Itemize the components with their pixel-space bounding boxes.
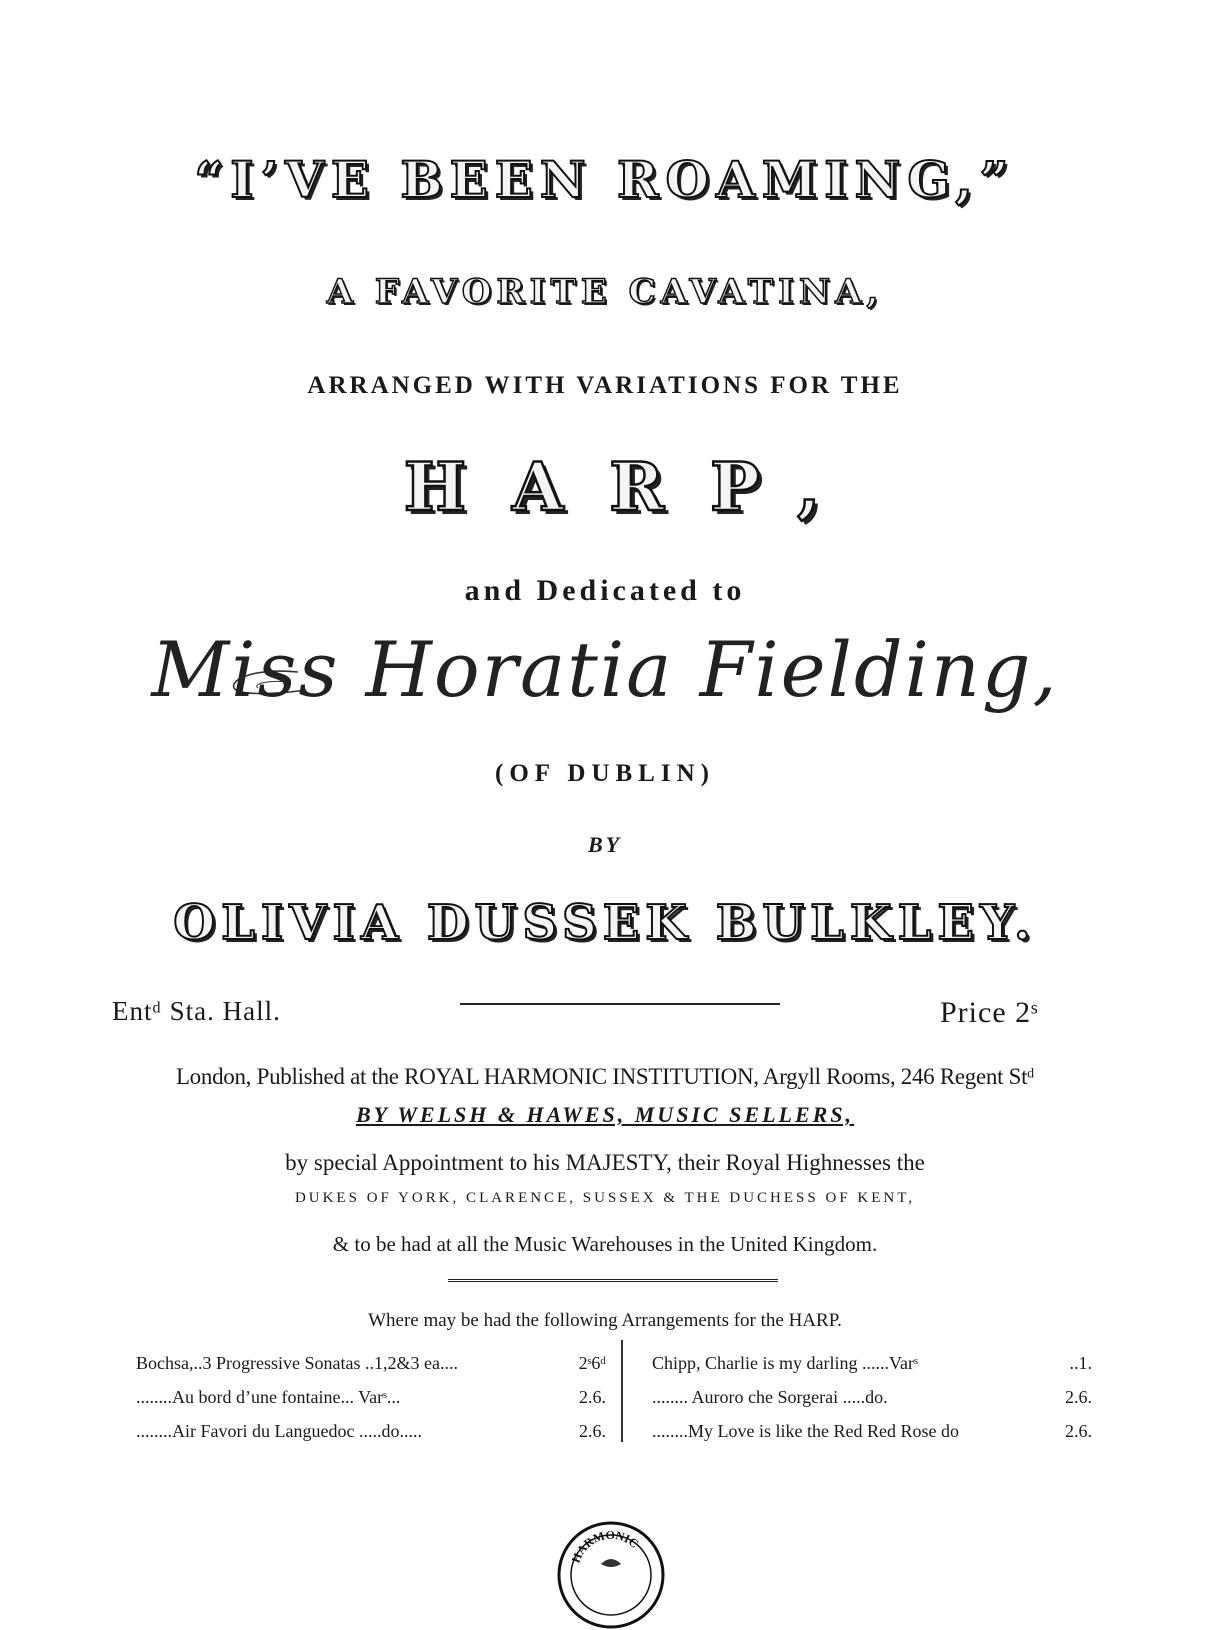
arrangement-title: ........Air Favori du Languedoc .....do..... bbox=[136, 1421, 422, 1441]
harmonic-institution-seal-icon bbox=[556, 1520, 666, 1630]
arrangement-title: ........ Auroro che Sorgerai .....do. bbox=[652, 1387, 888, 1407]
imprint-sellers-line: BY WELSH & HAWES, MUSIC SELLERS, bbox=[355, 1102, 855, 1127]
instrument-heading: HARP, bbox=[403, 448, 867, 526]
arrangement-title: Bochsa,..3 Progressive Sonatas ..1,2&3 ea.... bbox=[136, 1353, 458, 1373]
imprint-publisher-line: London, Published at the ROYAL HARMONIC INSTITUTION, Argyll Rooms, 246 Regent Stᵈ bbox=[175, 1064, 1035, 1089]
arrangement-price: 2.6. bbox=[579, 1421, 606, 1441]
arrangement-price: 2.6. bbox=[1065, 1421, 1092, 1441]
arrangement-price: 2.6. bbox=[1065, 1387, 1092, 1407]
arrangements-heading: Where may be had the following Arrangements for the HARP. bbox=[368, 1310, 842, 1331]
arrangements-column-divider bbox=[621, 1340, 623, 1442]
arrangement-title: ........Au bord d’une fontaine... Varˢ... bbox=[136, 1387, 401, 1407]
list-item bbox=[652, 1380, 1092, 1414]
arrangement-price: 2.6. bbox=[579, 1387, 606, 1407]
entered-stationers-hall: Entᵈ Sta. Hall. bbox=[112, 996, 281, 1026]
by-label: BY bbox=[587, 832, 623, 857]
imprint-royals-line: DUKES OF YORK, CLARENCE, SUSSEX & THE DUCHESS OF KENT, bbox=[294, 1190, 916, 1206]
imprint-availability-line: & to be had at all the Music Warehouses in the United Kingdom. bbox=[332, 1232, 878, 1256]
imprint-appointment-line: by special Appointment to his MAJESTY, their Royal Highnesses the bbox=[285, 1150, 925, 1175]
svg-text:HARMONIC: HARMONIC bbox=[568, 1527, 642, 1565]
dedicatee-name: Miss Horatia Fielding, bbox=[151, 625, 1059, 714]
list-item bbox=[652, 1346, 1092, 1380]
arrangement-line: ARRANGED WITH VARIATIONS FOR THE bbox=[307, 372, 903, 399]
dedicatee-origin: (OF DUBLIN) bbox=[495, 760, 715, 787]
double-divider-rule bbox=[448, 1279, 778, 1282]
list-item bbox=[652, 1414, 1092, 1448]
arrangement-price: ..1. bbox=[1069, 1353, 1092, 1373]
arrangements-left-column bbox=[136, 1346, 606, 1448]
list-item bbox=[136, 1380, 606, 1414]
divider-rule bbox=[460, 1003, 780, 1005]
arrangement-title: Chipp, Charlie is my darling ......Varˢ bbox=[652, 1353, 918, 1373]
price-label: Price 2ˢ bbox=[940, 996, 1039, 1029]
arrangement-title: ........My Love is like the Red Red Rose do bbox=[652, 1421, 959, 1441]
dedication-line: and Dedicated to bbox=[464, 574, 746, 607]
list-item bbox=[136, 1346, 606, 1380]
arrangements-right-column bbox=[652, 1346, 1092, 1448]
subtitle: A FAVORITE CAVATINA, bbox=[326, 272, 884, 312]
list-item bbox=[136, 1414, 606, 1448]
arrangement-price: 2ˢ6ᵈ bbox=[578, 1353, 606, 1373]
title: “I’VE BEEN ROAMING,” bbox=[194, 150, 1016, 209]
composer-name: OLIVIA DUSSEK BULKLEY. bbox=[173, 895, 1037, 951]
